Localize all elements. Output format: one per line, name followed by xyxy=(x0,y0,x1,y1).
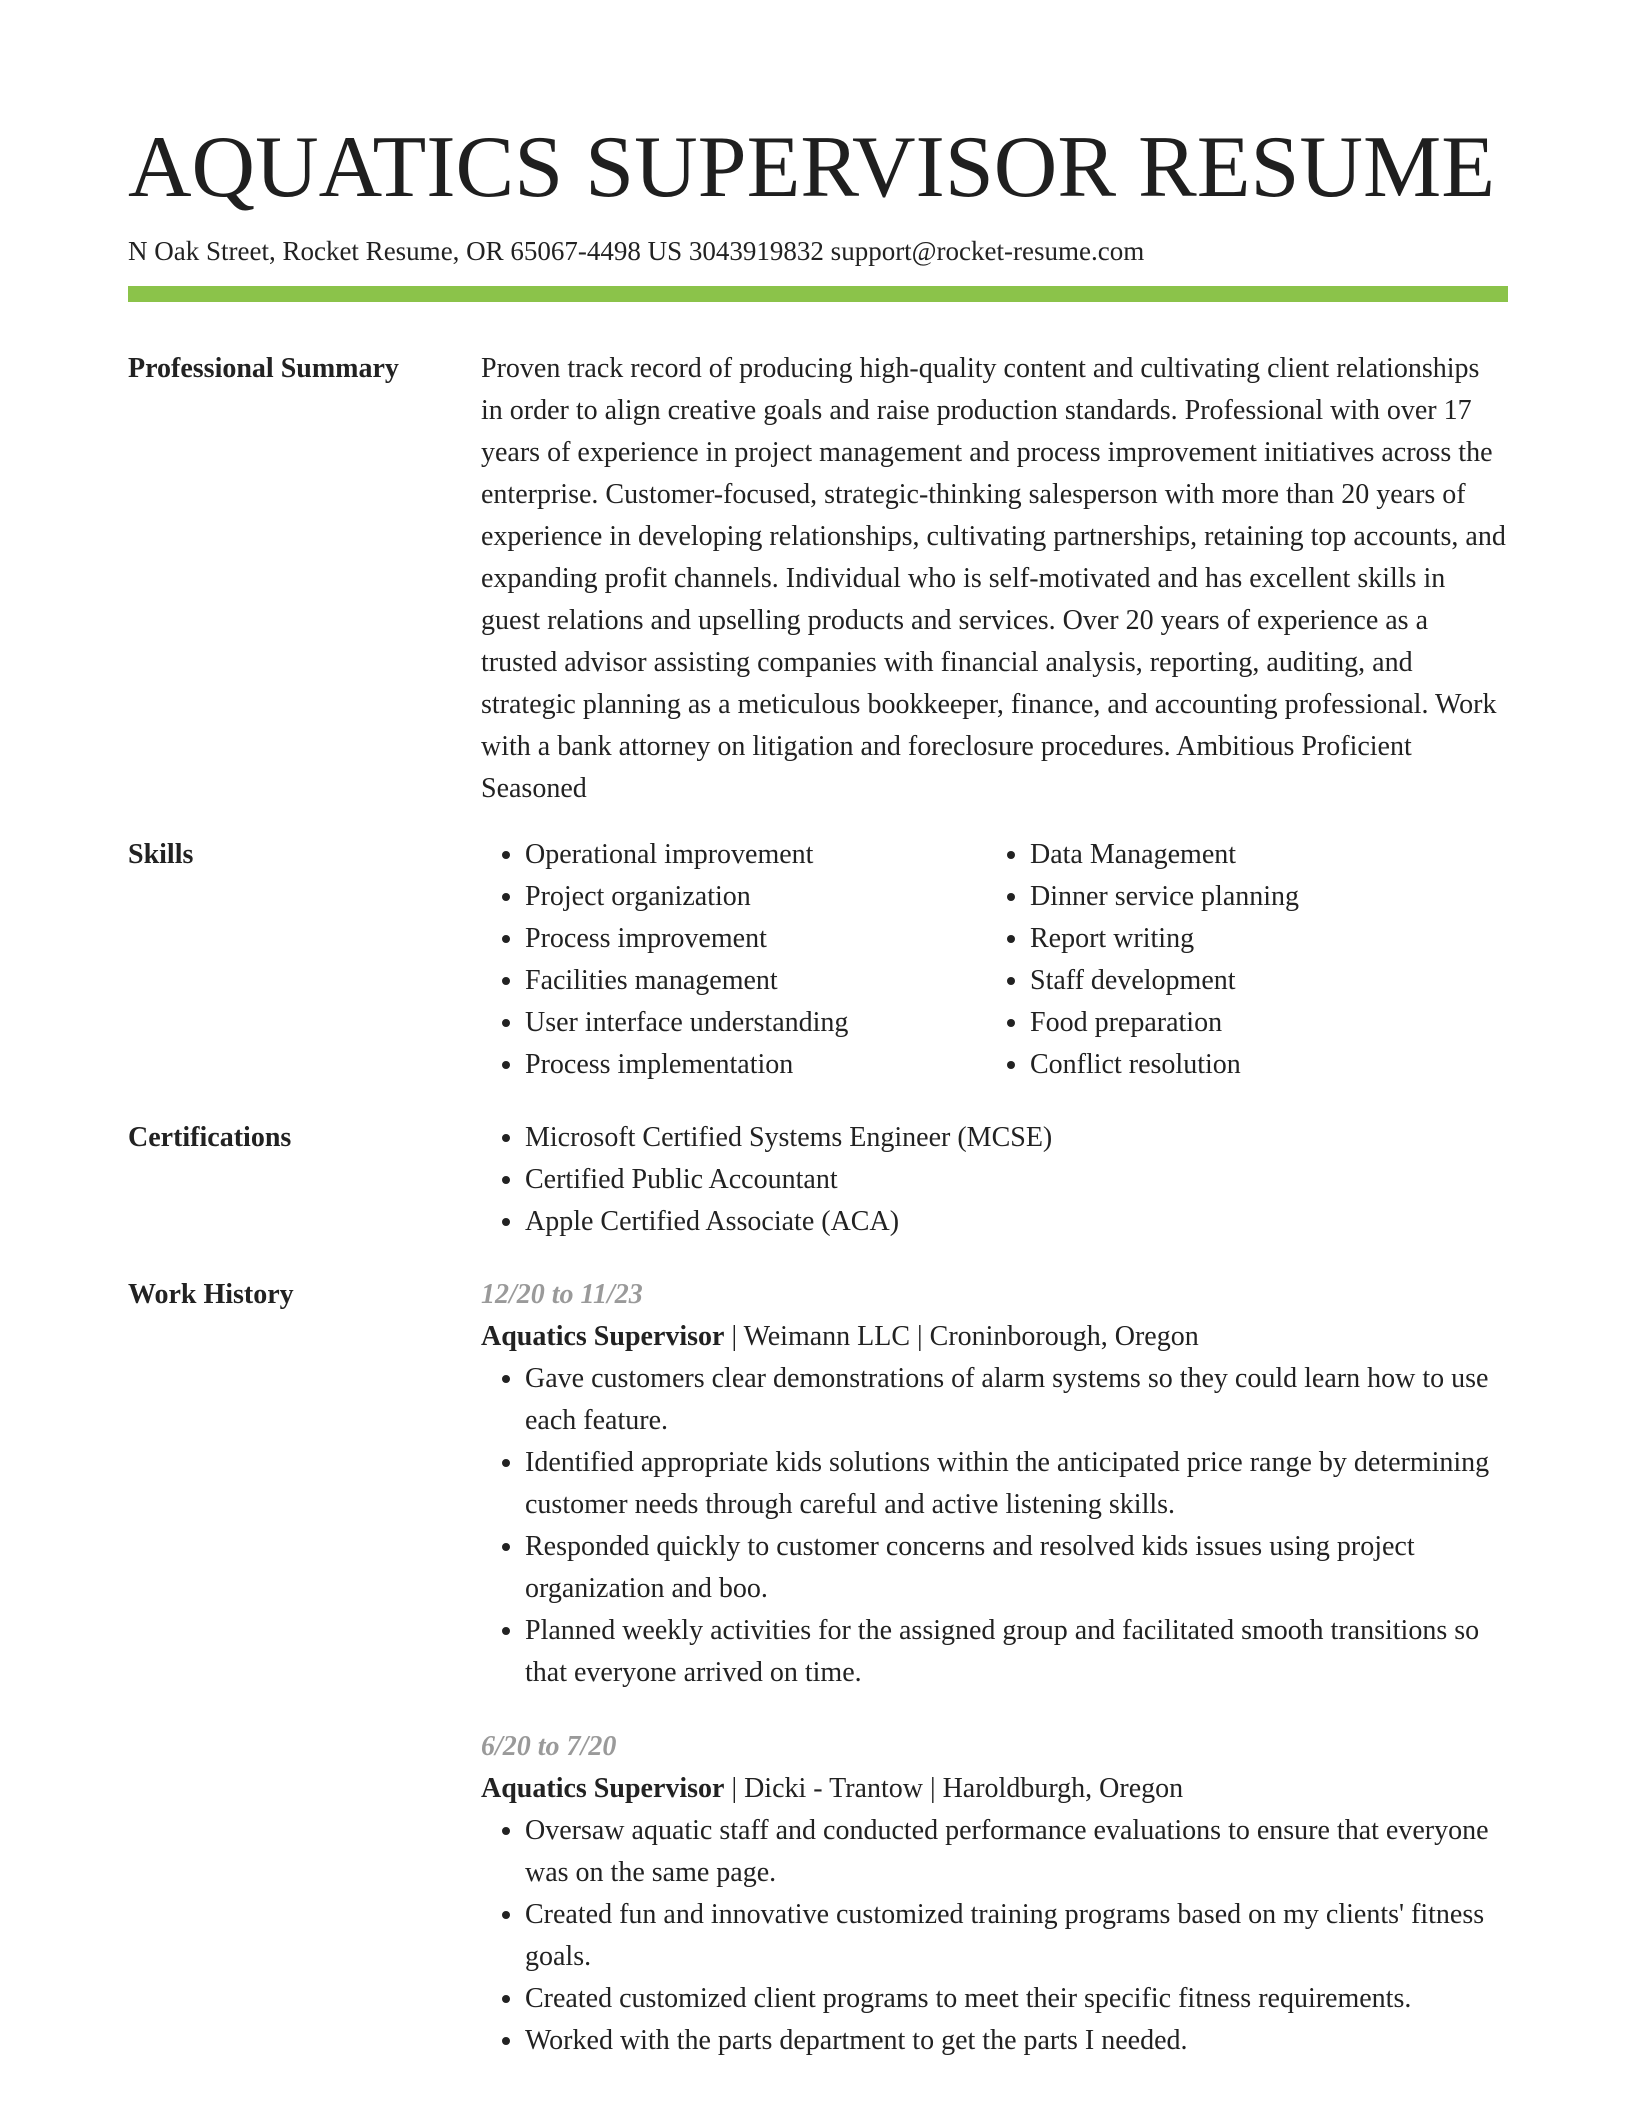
job-bullet: • Identified appropriate kids solutions within the anticipated price range by determining customer needs through careful and active listening skills. xyxy=(525,1442,1508,1526)
skill-item: • Operational improvement xyxy=(525,834,986,876)
skill-item: • Dinner service planning xyxy=(1030,876,1491,918)
job-entry xyxy=(481,1274,1508,1694)
job-heading-line xyxy=(481,1316,1508,1358)
job-bullet: • Created fun and innovative customized training programs based on my clients' fitness goals. xyxy=(525,1894,1508,1978)
accent-divider xyxy=(128,286,1508,302)
resume-sections xyxy=(128,348,1508,2062)
job-bullets xyxy=(481,1358,1508,1694)
contact-line: N Oak Street, Rocket Resume, OR 65067-4498 US 3043919832 support@rocket-resume.com xyxy=(128,236,1145,266)
job-dates: 6/20 to 7/20 xyxy=(481,1731,617,1762)
resume-header xyxy=(128,118,1508,270)
summary-section xyxy=(128,348,1508,810)
job-bullet: • Worked with the parts department to get the parts I needed. xyxy=(525,2020,1508,2062)
job-dates: 12/20 to 11/23 xyxy=(481,1279,643,1310)
job-employer-location: | Dicki - Trantow | Haroldburgh, Oregon xyxy=(724,1773,1184,1804)
job-bullet: • Responded quickly to customer concerns and resolved kids issues using project organization and boo. xyxy=(525,1526,1508,1610)
summary-text: Proven track record of producing high-quality content and cultivating client relationships in order to align creative goals and raise production standards. Professional with over 17 years of experience in project management and process improvement initiatives across the enterprise. Customer-focused, strategic-thinking salesperson with more than 20 years of experience in developing relationships, cultivating partnerships, retaining top accounts, and expanding profit channels. Individual who is self-motivated and has excellent skills in guest relations and upselling products and services. Over 20 years of experience as a trusted advisor assisting companies with financial analysis, reporting, auditing, and strategic planning as a meticulous bookkeeper, finance, and accounting professional. Work with a bank attorney on litigation and foreclosure procedures. Ambitious Proficient Seasoned xyxy=(481,353,1506,804)
certification-item: • Apple Certified Associate (ACA) xyxy=(525,1201,1508,1243)
skills-column-right xyxy=(986,834,1491,1086)
job-heading-line xyxy=(481,1768,1508,1810)
skill-item: • Data Management xyxy=(1030,834,1491,876)
work-history-body xyxy=(481,1274,1508,2062)
skills-section xyxy=(128,834,1508,1086)
skill-item: • Report writing xyxy=(1030,918,1491,960)
job-bullet: • Gave customers clear demonstrations of alarm systems so they could learn how to use each feature. xyxy=(525,1358,1508,1442)
job-bullet: • Oversaw aquatic staff and conducted performance evaluations to ensure that everyone was on the same page. xyxy=(525,1810,1508,1894)
resume-title: AQUATICS SUPERVISOR RESUME xyxy=(128,119,1495,216)
skills-column-left xyxy=(481,834,986,1086)
certification-item: • Microsoft Certified Systems Engineer (MCSE) xyxy=(525,1117,1508,1159)
job-title: Aquatics Supervisor xyxy=(481,1321,725,1352)
job-title: Aquatics Supervisor xyxy=(481,1773,725,1804)
certifications-section xyxy=(128,1117,1508,1243)
job-bullet: • Created customized client programs to meet their specific fitness requirements. xyxy=(525,1978,1508,2020)
skill-item: • Process implementation xyxy=(525,1044,986,1086)
skills-list-right xyxy=(986,834,1491,1086)
job-bullet: • Planned weekly activities for the assigned group and facilitated smooth transitions so that everyone arrived on time. xyxy=(525,1610,1508,1694)
skills-heading: Skills xyxy=(128,839,194,870)
certifications-body xyxy=(481,1117,1508,1243)
certification-item: • Certified Public Accountant xyxy=(525,1159,1508,1201)
skill-item: • Food preparation xyxy=(1030,1002,1491,1044)
work-history-heading: Work History xyxy=(128,1279,294,1310)
certifications-heading: Certifications xyxy=(128,1122,292,1153)
summary-heading: Professional Summary xyxy=(128,353,399,384)
skill-item: • Staff development xyxy=(1030,960,1491,1002)
job-entry xyxy=(481,1726,1508,2062)
skill-item: • Process improvement xyxy=(525,918,986,960)
skills-list-left xyxy=(481,834,986,1086)
job-employer-location: | Weimann LLC | Croninborough, Oregon xyxy=(724,1321,1199,1352)
summary-body xyxy=(481,348,1508,810)
skill-item: • User interface understanding xyxy=(525,1002,986,1044)
skills-body xyxy=(481,834,1508,1086)
job-bullets xyxy=(481,1810,1508,2062)
skill-item: • Project organization xyxy=(525,876,986,918)
skill-item: • Facilities management xyxy=(525,960,986,1002)
certifications-list xyxy=(481,1117,1508,1243)
work-history-section xyxy=(128,1274,1508,2062)
skill-item: • Conflict resolution xyxy=(1030,1044,1491,1086)
